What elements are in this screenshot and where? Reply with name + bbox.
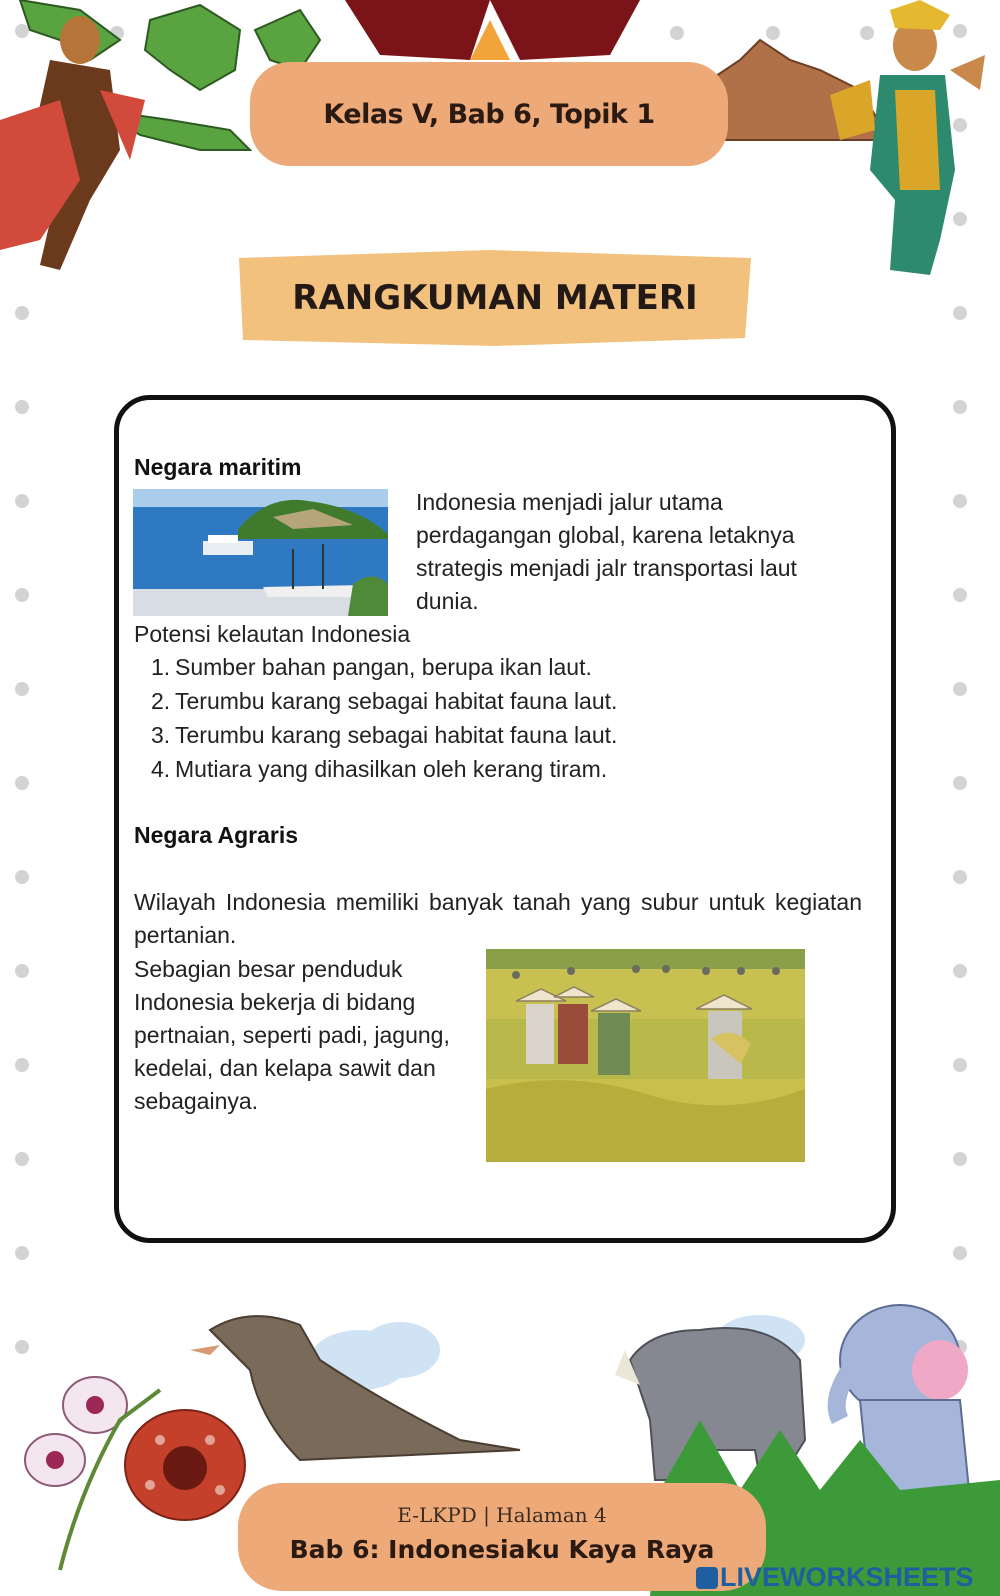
- potensi-title: Potensi kelautan Indonesia: [134, 621, 411, 647]
- rice-field-photo: [486, 949, 805, 1162]
- summary-banner: [239, 250, 751, 346]
- list-item: Sumber bahan pangan, berupa ikan laut.: [175, 654, 592, 680]
- agraris-paragraph: Wilayah Indonesia memiliki banyak tanah yang subur untuk kegiatan pertanian.: [134, 889, 862, 948]
- list-number: 3.: [151, 722, 171, 748]
- footer-pill: [238, 1483, 766, 1591]
- liveworksheets-logo-icon: [696, 1567, 718, 1589]
- class-topic-label: Kelas V, Bab 6, Topik 1: [323, 98, 655, 130]
- banner-title: RANGKUMAN MATERI: [292, 278, 698, 318]
- page-label: E-LKPD | Halaman 4: [397, 1503, 607, 1527]
- list-item: Terumbu karang sebagai habitat fauna laut.: [175, 688, 618, 714]
- watermark-text: LIVEWORKSHEETS: [720, 1562, 974, 1592]
- maritim-heading: Negara maritim: [134, 454, 302, 480]
- harbor-photo: [133, 489, 388, 616]
- list-number: 1.: [151, 654, 171, 680]
- list-number: 2.: [151, 688, 171, 714]
- list-number: 4.: [151, 756, 171, 782]
- chapter-title: Bab 6: Indonesiaku Kaya Raya: [289, 1535, 715, 1564]
- agraris-side-text: Sebagian besar penduduk Indonesia bekerja di bidang pertnaian, seperti padi, jagung, kedelai, dan kelapa sawit dan sebagainya.: [134, 956, 450, 1114]
- liveworksheets-watermark[interactable]: [696, 1562, 996, 1594]
- list-item: Mutiara yang dihasilkan oleh kerang tiram.: [175, 756, 608, 782]
- agraris-heading: Negara Agraris: [134, 822, 299, 848]
- class-topic-pill: [250, 62, 728, 166]
- maritim-description: Indonesia menjadi jalur utama perdagangan global, karena letaknya strategis menjadi jalr transportasi laut dunia.: [416, 489, 797, 614]
- list-item: Terumbu karang sebagai habitat fauna laut.: [175, 722, 618, 748]
